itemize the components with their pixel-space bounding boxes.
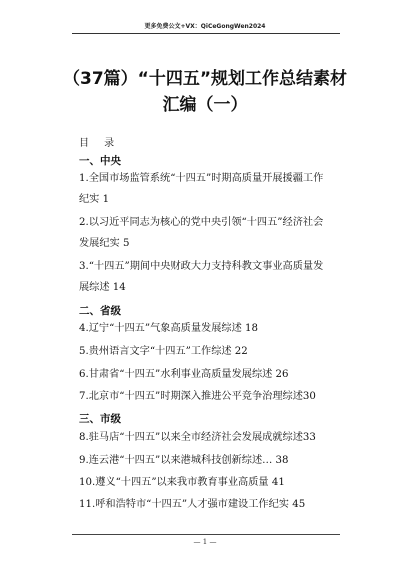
- toc-entry-6[interactable]: 6.甘肃省“十四五”水利事业高质量发展综述 26: [79, 369, 289, 380]
- toc-entry-2-line-1[interactable]: 2.以习近平同志为核心的党中央引领“十四五”经济社会: [79, 217, 324, 228]
- header-divider: [72, 33, 340, 34]
- section-heading-provincial: 二、省级: [79, 305, 121, 317]
- toc-entry-9[interactable]: 9.连云港“十四五”以来港城科技创新综述… 38: [79, 455, 289, 466]
- toc-entry-4[interactable]: 4.辽宁“十四五”气象高质量发展综述 18: [79, 323, 258, 334]
- page-number: — 1 —: [193, 538, 217, 546]
- toc-entry-3-line-2[interactable]: 展综述 14: [79, 282, 126, 293]
- section-heading-municipal: 三、市级: [79, 413, 121, 425]
- footer-divider: [72, 534, 340, 535]
- toc-entry-7[interactable]: 7.北京市“十四五”时期深入推进公平竞争治理综述30: [79, 391, 316, 402]
- toc-entry-8[interactable]: 8.驻马店“十四五”以来全市经济社会发展成就综述33: [79, 432, 316, 443]
- toc-heading: 目 录: [79, 138, 121, 149]
- section-heading-central: 一、中央: [79, 155, 121, 167]
- document-title-line-2: 汇编（一）: [162, 95, 248, 115]
- toc-entry-1-line-2[interactable]: 纪实 1: [79, 194, 110, 205]
- document-title-line-1: （37篇）“十四五”规划工作总结素材: [62, 69, 347, 89]
- toc-entry-3-line-1[interactable]: 3.“十四五”期间中央财政大力支持科教文事业高质量发: [79, 261, 324, 272]
- toc-entry-2-line-2[interactable]: 发展纪实 5: [79, 238, 130, 249]
- toc-entry-11[interactable]: 11.呼和浩特市“十四五”人才强市建设工作纪实 45: [79, 499, 306, 510]
- toc-entry-5[interactable]: 5.贵州语言文字“十四五”工作综述 22: [79, 346, 248, 357]
- header-text: 更多免费公文+VX：QiCeGongWen2024: [144, 23, 266, 30]
- toc-entry-10[interactable]: 10.遵义“十四五”以来我市教育事业高质量 41: [79, 477, 285, 488]
- toc-entry-1-line-1[interactable]: 1.全国市场监管系统“十四五”时期高质量开展援疆工作: [79, 173, 324, 184]
